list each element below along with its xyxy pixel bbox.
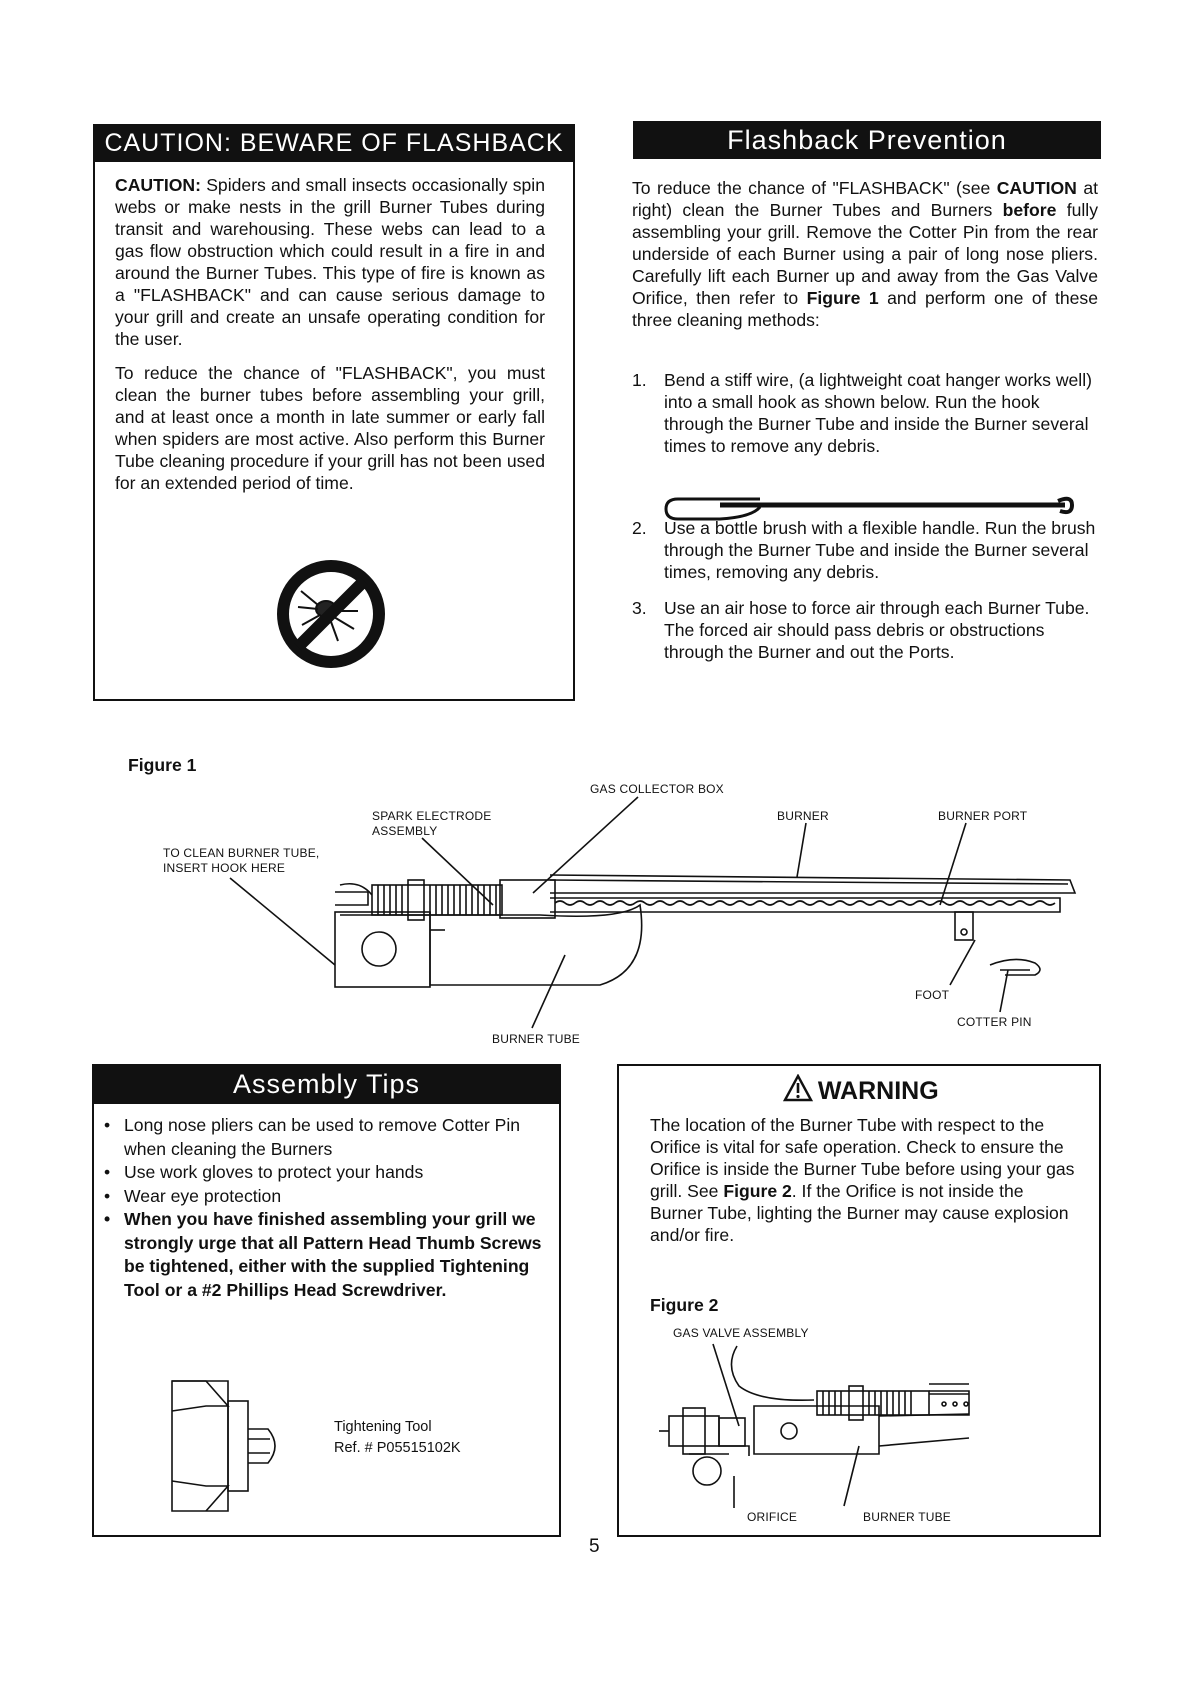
intro-b: CAUTION	[996, 178, 1077, 198]
bullet-icon: •	[104, 1185, 111, 1206]
label-clean-tube: TO CLEAN BURNER TUBE,	[163, 846, 320, 860]
label-spark-assembly: ASSEMBLY	[372, 824, 438, 838]
label-gas-valve: GAS VALVE ASSEMBLY	[673, 1326, 809, 1340]
label-burner-tube: BURNER TUBE	[492, 1032, 580, 1046]
label-burner: BURNER	[777, 809, 829, 823]
step-number: 1.	[632, 370, 647, 390]
warning-title: WARNING	[817, 1077, 939, 1105]
caution-box	[93, 124, 575, 701]
bullet-icon: •	[104, 1115, 111, 1135]
tips-list	[100, 1114, 550, 1302]
label-orifice: ORIFICE	[747, 1510, 798, 1524]
label-insert-hook: INSERT HOOK HERE	[163, 861, 286, 875]
assembly-tips-title: Assembly Tips	[92, 1064, 561, 1104]
label-spark-electrode: SPARK ELECTRODE	[372, 809, 492, 823]
step-number: 2.	[632, 518, 647, 538]
warning-text-a: The location of the Burner Tube with respect to the Orifice is vital for safe operation. Check to ensure the Orifice is inside the Burner Tube before using your gas grill. See	[650, 1115, 1075, 1201]
label-gas-collector: GAS COLLECTOR BOX	[590, 782, 724, 796]
prevention-title: Flashback Prevention	[633, 121, 1101, 159]
tightening-tool-icon	[166, 1371, 316, 1521]
warning-box	[617, 1064, 1101, 1537]
tip-text-bold: When you have finished assembling your grill we strongly urge that all Pattern Head Thumb Screws be tightened, either with the supplied Tightening Tool or a #2 Phillips Head Screwdriver.	[124, 1209, 542, 1300]
step-number: 3.	[632, 598, 647, 618]
caution-lead: CAUTION:	[115, 175, 202, 195]
tip-item	[100, 1208, 550, 1302]
tip-text: Wear eye protection	[124, 1185, 282, 1206]
bullet-icon: •	[104, 1209, 111, 1229]
label-f2-burner-tube: BURNER TUBE	[863, 1510, 951, 1524]
label-cotter-pin: COTTER PIN	[957, 1015, 1032, 1029]
prevention-text	[632, 177, 1098, 343]
tool-label: Tightening Tool	[334, 1419, 432, 1435]
warning-triangle-icon	[783, 1074, 813, 1102]
step-item	[632, 597, 1098, 663]
warning-figure-ref: Figure 2	[723, 1181, 792, 1201]
tip-text: Long nose pliers can be used to remove Cotter Pin when cleaning the Burners	[124, 1115, 521, 1159]
warning-text-c: . If the Orifice is not inside the Burner Tube, lighting the Burner may cause explosion and/or fire.	[650, 1181, 1069, 1245]
intro-d: before	[1002, 200, 1057, 220]
label-foot: FOOT	[915, 988, 950, 1002]
wire-hook-icon	[660, 487, 1080, 527]
tip-item	[100, 1114, 550, 1161]
step-text: Use a bottle brush with a flexible handle. Run the brush through the Burner Tube and inside the Burner several times, removing any debris.	[664, 518, 1096, 582]
gas-valve-diagram	[639, 1336, 1089, 1511]
step-text: Use an air hose to force air through each Burner Tube. The forced air should pass debris or obstructions through the Burner and out the Ports.	[664, 598, 1090, 662]
figure2-title: Figure 2	[650, 1295, 719, 1315]
step-item	[632, 369, 1098, 501]
intro-g: and perform one of these three cleaning methods:	[632, 288, 1099, 330]
tip-text: Use work gloves to protect your hands	[124, 1162, 424, 1182]
intro-f: Figure 1	[806, 288, 879, 308]
warning-text	[650, 1114, 1080, 1246]
no-spider-icon	[276, 559, 386, 669]
intro-a: To reduce the chance of "FLASHBACK" (see	[632, 178, 997, 198]
caution-title: CAUTION: BEWARE OF FLASHBACK	[93, 124, 575, 162]
caution-p1: Spiders and small insects occasionally spin webs or make nests in the grill Burner Tubes during transit and warehousing. These webs can lead to a gas flow obstruction which could result in a fire in and around the Burner Tubes. This type of fire is known as a "FLASHBACK" and can cause serious damage to your grill and create an unsafe operating condition for the user.	[115, 175, 545, 349]
caution-p2: To reduce the chance of "FLASHBACK", you must clean the burner tubes before assembling your grill, and at least once a month in late summer or early fall when spiders are most active. Also perform this Burner Tube cleaning procedure if your grill has not been used for an extended period of time.	[115, 363, 545, 493]
tool-ref: Ref. # P05515102K	[334, 1440, 461, 1456]
caution-text	[115, 174, 545, 506]
page-number: 5	[589, 1536, 600, 1557]
tip-item	[100, 1185, 550, 1209]
label-burner-port: BURNER PORT	[938, 809, 1028, 823]
bullet-icon: •	[104, 1162, 111, 1182]
step-text: Bend a stiff wire, (a lightweight coat hanger works well) into a small hook as shown below. Run the hook through the Burner Tube and inside the Burner several times to remove any debris.	[664, 370, 1092, 456]
intro-e: fully assembling your grill. Remove the Cotter Pin from the rear underside of each Burner using a pair of long nose pliers. Carefully lift each Burner up and away from the Gas Valve Orifice, then refer to	[632, 200, 1098, 308]
warning-header	[619, 1074, 1103, 1106]
intro-c: at right) clean the Burner Tubes and Burners	[632, 178, 1098, 220]
assembly-tips-box	[92, 1064, 561, 1537]
figure1-title: Figure 1	[128, 755, 197, 775]
tip-item	[100, 1161, 550, 1185]
